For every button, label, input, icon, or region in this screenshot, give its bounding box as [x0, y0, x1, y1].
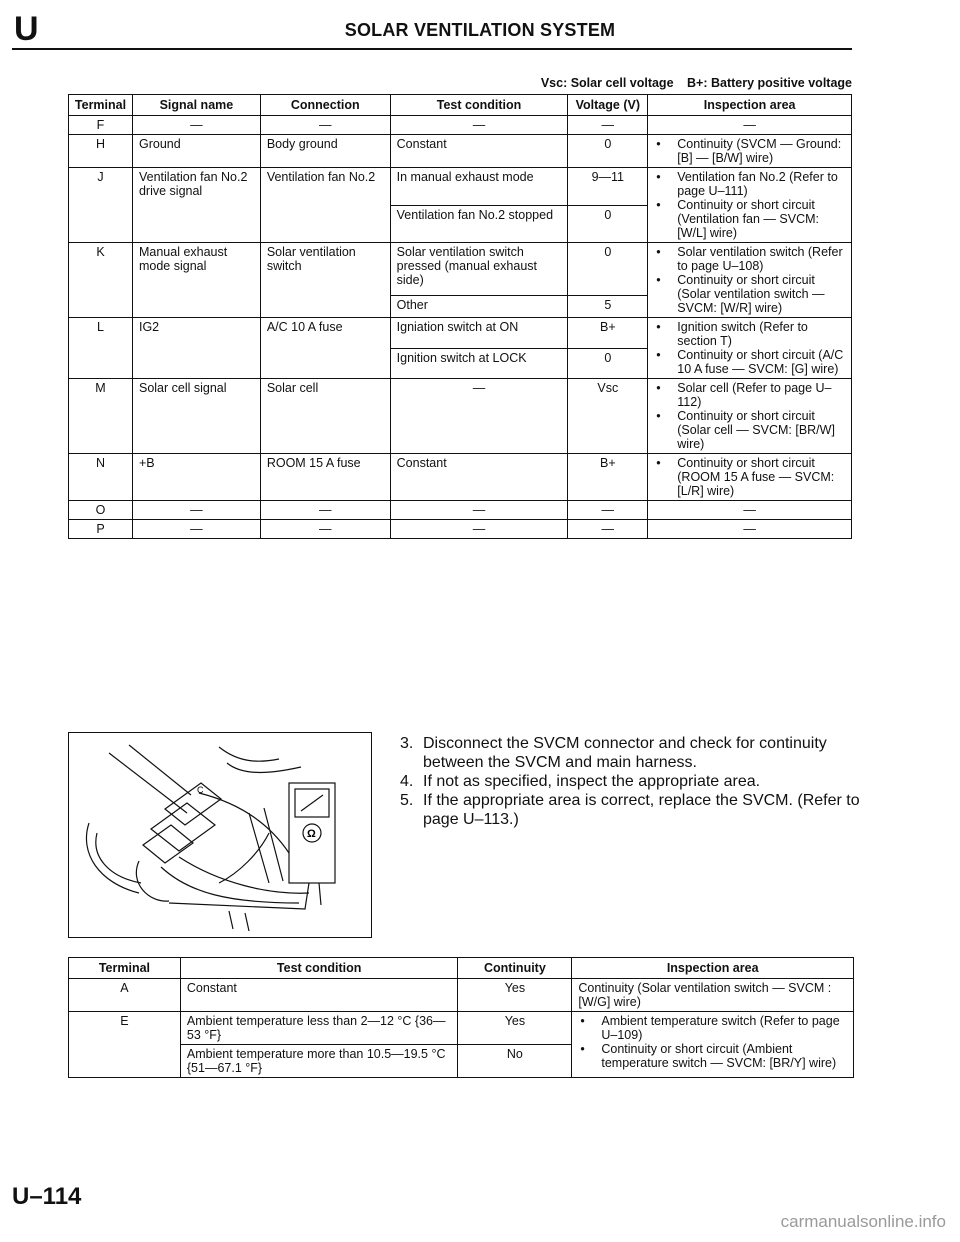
test-condition-cell: — [390, 379, 568, 454]
inspection-cell [648, 168, 852, 243]
test-condition-cell: Other [390, 296, 568, 318]
test-condition-cell: — [390, 116, 568, 135]
voltage-cell: B+ [568, 454, 648, 501]
inspection-cell: — [648, 501, 852, 520]
column-header: Terminal [69, 95, 133, 116]
inspection-item: • Continuity or short circuit (A/C 10 A fuse — SVCM: [G] wire) [665, 348, 845, 376]
legend-bplus: B+: Battery positive voltage [687, 76, 852, 90]
ohmmeter-illustration [69, 733, 371, 937]
continuity-cell: Yes [458, 1012, 572, 1045]
column-header: Terminal [69, 958, 181, 979]
inspection-cell: — [648, 520, 852, 539]
voltage-cell: 9—11 [568, 168, 648, 206]
inspection-cell [648, 379, 852, 454]
test-condition-cell: Constant [180, 979, 458, 1012]
connection-cell: — [260, 520, 390, 539]
column-header: Test condition [390, 95, 568, 116]
signal-cell: Ventilation fan No.2 drive signal [132, 168, 260, 243]
voltage-cell: 0 [568, 205, 648, 243]
step-number: 3. [400, 735, 414, 752]
test-condition-cell: — [390, 501, 568, 520]
voltage-cell: — [568, 520, 648, 539]
test-condition-cell: Igniation switch at ON [390, 318, 568, 349]
inspection-list [578, 1014, 847, 1070]
signal-cell: Ground [132, 135, 260, 168]
inspection-list [654, 245, 845, 315]
terminal-cell: E [69, 1012, 181, 1078]
terminal-cell: L [69, 318, 133, 379]
terminal-cell: H [69, 135, 133, 168]
step-item [400, 772, 870, 791]
terminal-cell: A [69, 979, 181, 1012]
inspection-cell [572, 1012, 854, 1078]
step-item [400, 791, 870, 829]
table-row [69, 318, 852, 349]
test-condition-cell: Ambient temperature more than 10.5—19.5 °C {51—67.1 °F} [180, 1045, 458, 1078]
inspection-cell: Continuity (Solar ventilation switch — SVCM : [W/G] wire) [572, 979, 854, 1012]
test-condition-cell: Constant [390, 135, 568, 168]
connection-cell: — [260, 501, 390, 520]
inspection-cell [648, 135, 852, 168]
inspection-item: • Continuity (SVCM — Ground: [B] — [B/W] wire) [665, 137, 845, 165]
continuity-cell: Yes [458, 979, 572, 1012]
connector-check-illustration [68, 732, 372, 938]
connection-cell: Body ground [260, 135, 390, 168]
step-text: Disconnect the SVCM connector and check for continuity between the SVCM and main harness. [423, 735, 827, 771]
connection-cell: A/C 10 A fuse [260, 318, 390, 379]
connection-cell: Solar ventilation switch [260, 243, 390, 318]
voltage-cell: Vsc [568, 379, 648, 454]
connection-cell: ROOM 15 A fuse [260, 454, 390, 501]
signal-cell: — [132, 501, 260, 520]
signal-cell: +B [132, 454, 260, 501]
inspection-list [654, 456, 845, 498]
inspection-list [654, 137, 845, 165]
inspection-cell: — [648, 116, 852, 135]
connection-cell: — [260, 116, 390, 135]
table-row [69, 379, 852, 454]
inspection-item: • Continuity or short circuit (Solar cell — SVCM: [BR/W] wire) [665, 409, 845, 451]
signal-cell: Solar cell signal [132, 379, 260, 454]
section-letter: U [14, 10, 39, 48]
table-row [69, 243, 852, 296]
inspection-item: • Solar cell (Refer to page U–112) [665, 381, 845, 409]
inspection-cell [648, 243, 852, 318]
test-condition-cell: Ambient temperature less than 2—12 °C {36—53 °F} [180, 1012, 458, 1045]
continuity-cell: No [458, 1045, 572, 1078]
test-condition-cell: Solar ventilation switch pressed (manual exhaust side) [390, 243, 568, 296]
inspection-list [654, 320, 845, 376]
voltage-cell: 0 [568, 348, 648, 379]
terminal-voltage-table [68, 94, 852, 539]
test-condition-cell: Ignition switch at LOCK [390, 348, 568, 379]
inspection-cell [648, 454, 852, 501]
inspection-item: • Continuity or short circuit (ROOM 15 A fuse — SVCM: [L/R] wire) [665, 456, 845, 498]
test-condition-cell: — [390, 520, 568, 539]
column-header: Signal name [132, 95, 260, 116]
column-header: Continuity [458, 958, 572, 979]
table-header-row [69, 95, 852, 116]
inspection-item: • Ventilation fan No.2 (Refer to page U–111) [665, 170, 845, 198]
terminal-cell: M [69, 379, 133, 454]
terminal-cell: N [69, 454, 133, 501]
signal-cell: — [132, 116, 260, 135]
terminal-cell: F [69, 116, 133, 135]
table-row [69, 979, 854, 1012]
table-row [69, 135, 852, 168]
voltage-cell: 0 [568, 135, 648, 168]
test-condition-cell: Constant [390, 454, 568, 501]
inspection-list [654, 381, 845, 451]
voltage-cell: — [568, 501, 648, 520]
column-header: Voltage (V) [568, 95, 648, 116]
inspection-item: • Solar ventilation switch (Refer to page U–108) [665, 245, 845, 273]
voltage-cell: 5 [568, 296, 648, 318]
test-condition-cell: In manual exhaust mode [390, 168, 568, 206]
step-number: 4. [400, 773, 414, 790]
page-title: SOLAR VENTILATION SYSTEM [344, 20, 616, 40]
abbreviation-legend [531, 76, 852, 90]
terminal-cell: J [69, 168, 133, 243]
connection-cell: Ventilation fan No.2 [260, 168, 390, 243]
inspection-item: • Continuity or short circuit (Solar ventilation switch — SVCM: [W/R] wire) [665, 273, 845, 315]
voltage-cell: 0 [568, 243, 648, 296]
table-row [69, 520, 852, 539]
column-header: Test condition [180, 958, 458, 979]
table-row [69, 454, 852, 501]
signal-cell: — [132, 520, 260, 539]
inspection-cell [648, 318, 852, 379]
column-header: Inspection area [648, 95, 852, 116]
step-text: If the appropriate area is correct, replace the SVCM. (Refer to page U–113.) [423, 792, 860, 828]
inspection-list [654, 170, 845, 240]
signal-cell: IG2 [132, 318, 260, 379]
terminal-cell: P [69, 520, 133, 539]
continuity-table [68, 957, 854, 1078]
inspection-item: • Ambient temperature switch (Refer to page U–109) [589, 1014, 847, 1042]
voltage-cell: B+ [568, 318, 648, 349]
step-item [400, 734, 870, 772]
inspection-item: • Continuity or short circuit (Ambient temperature switch — SVCM: [BR/Y] wire) [589, 1042, 847, 1070]
procedure-steps [400, 734, 870, 829]
step-number: 5. [400, 792, 414, 809]
table-row [69, 501, 852, 520]
connector-letter: C [197, 785, 204, 795]
table-row [69, 1012, 854, 1045]
signal-cell: Manual exhaust mode signal [132, 243, 260, 318]
connection-cell: Solar cell [260, 379, 390, 454]
table-row [69, 168, 852, 206]
page-number: U–114 [12, 1183, 82, 1210]
terminal-cell: K [69, 243, 133, 318]
terminal-cell: O [69, 501, 133, 520]
ohm-symbol: Ω [307, 828, 316, 840]
legend-vsc: Vsc: Solar cell voltage [540, 76, 674, 90]
table-row [69, 116, 852, 135]
column-header: Connection [260, 95, 390, 116]
column-header: Inspection area [572, 958, 854, 979]
voltage-cell: — [568, 116, 648, 135]
watermark: carmanualsonline.info [780, 1212, 946, 1231]
inspection-item: • Continuity or short circuit (Ventilation fan — SVCM: [W/L] wire) [665, 198, 845, 240]
inspection-item: • Ignition switch (Refer to section T) [665, 320, 845, 348]
test-condition-cell: Ventilation fan No.2 stopped [390, 205, 568, 243]
table-header-row [69, 958, 854, 979]
header-rule [12, 48, 852, 50]
step-text: If not as specified, inspect the appropriate area. [423, 773, 761, 790]
